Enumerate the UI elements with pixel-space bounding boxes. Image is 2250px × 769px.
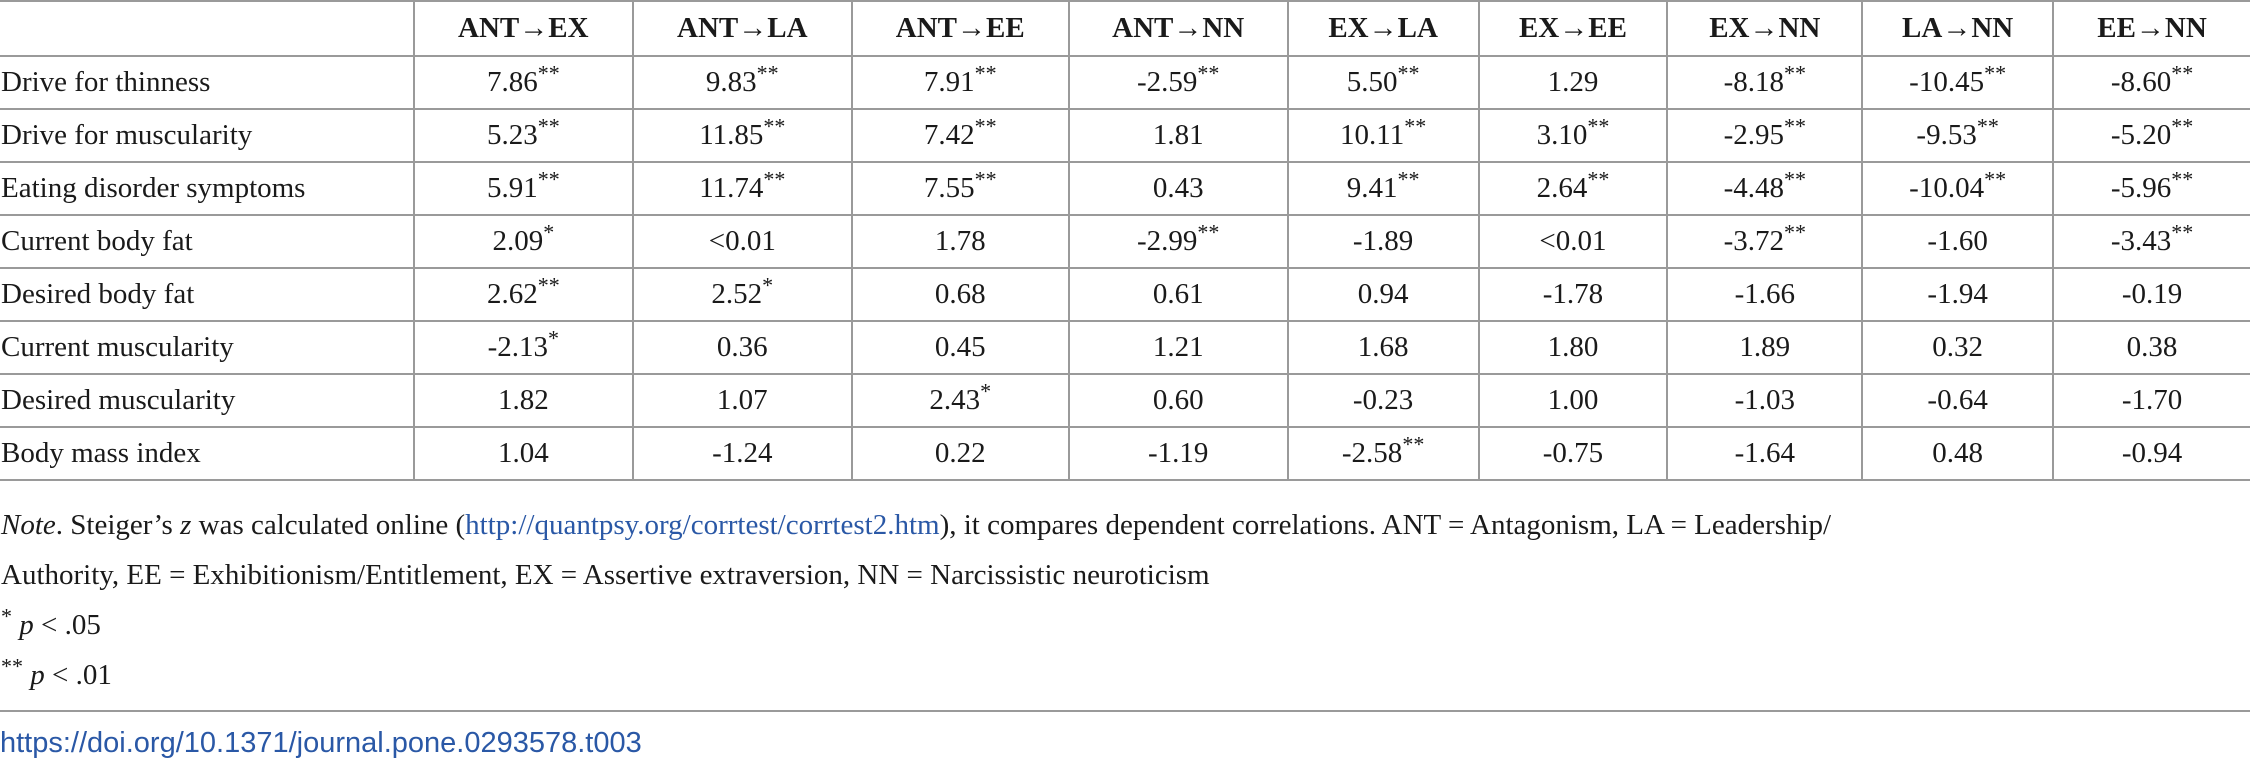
table-body	[0, 56, 2250, 480]
note-line-1	[1, 500, 2241, 550]
cell-value: -5.20	[2110, 119, 2172, 151]
table-cell	[2053, 109, 2250, 162]
table-header-row	[0, 1, 2250, 56]
cell-value: -2.13	[487, 331, 549, 363]
cell-value: -2.59	[1136, 66, 1198, 98]
table-cell: 0.45	[852, 321, 1069, 374]
significance-mark: **	[1197, 60, 1220, 86]
table-cell: 1.68	[1288, 321, 1479, 374]
significance-mark: *	[548, 325, 560, 351]
table-cell	[1862, 162, 2053, 215]
significance-mark: *	[1, 603, 12, 629]
cell-value: 11.74	[699, 172, 764, 204]
table-cell: 1.21	[1069, 321, 1288, 374]
table-cell	[1667, 162, 1862, 215]
table-row	[0, 162, 2250, 215]
significance-mark: *	[980, 378, 992, 404]
table-cell	[633, 109, 852, 162]
note-label: Note	[1, 509, 56, 541]
table-cell: -1.94	[1862, 268, 2053, 321]
table-cell	[1862, 56, 2053, 109]
note-text: ), it compares dependent correlations. ANT = Antagonism, LA = Leadership/	[939, 509, 1832, 541]
table-cell	[414, 162, 633, 215]
column-header: ANT→NN	[1069, 1, 1288, 56]
note-link[interactable]: http://quantpsy.org/corrtest/corrtest2.htm	[465, 509, 940, 541]
footer-divider	[0, 710, 2250, 712]
cell-value: -8.18	[1723, 66, 1784, 98]
cell-value: 5.23	[486, 119, 538, 151]
table-cell: 1.81	[1069, 109, 1288, 162]
significance-mark: *	[762, 272, 774, 298]
table-cell: -0.75	[1479, 427, 1668, 480]
cell-value: -2.99	[1136, 225, 1198, 257]
table-notes	[1, 500, 2241, 700]
significance-mark: **	[2171, 113, 2194, 139]
cell-value: -10.04	[1909, 172, 1985, 204]
table-cell: -1.78	[1479, 268, 1668, 321]
cell-value: 9.83	[705, 66, 757, 98]
column-header: LA→NN	[1862, 1, 2053, 56]
cell-value: -3.72	[1723, 225, 1784, 257]
table-cell: 1.04	[414, 427, 633, 480]
table-cell: -0.23	[1288, 374, 1479, 427]
row-label: Eating disorder symptoms	[0, 162, 414, 215]
column-header: ANT→LA	[633, 1, 852, 56]
table-cell: 1.00	[1479, 374, 1668, 427]
note-text: was calculated online (	[191, 509, 466, 541]
significance-mark: **	[756, 60, 779, 86]
significance-mark: **	[1784, 166, 1806, 192]
table-cell: -1.19	[1069, 427, 1288, 480]
table-cell: 1.78	[852, 215, 1069, 268]
table-cell	[1479, 109, 1668, 162]
table-cell: 0.48	[1862, 427, 2053, 480]
table-cell: -0.64	[1862, 374, 2053, 427]
table-cell	[1069, 56, 1288, 109]
table-cell	[852, 56, 1069, 109]
cell-value: 2.64	[1536, 172, 1588, 204]
cell-value: -8.60	[2110, 66, 2172, 98]
row-label: Body mass index	[0, 427, 414, 480]
table-row	[0, 109, 2250, 162]
column-header: EX→EE	[1479, 1, 1668, 56]
table-cell	[414, 109, 633, 162]
table-cell	[1667, 215, 1862, 268]
table-row	[0, 215, 2250, 268]
significance-mark: **	[763, 113, 786, 139]
significance-mark: **	[537, 60, 560, 86]
significance-mark: **	[2171, 166, 2194, 192]
doi-link[interactable]: https://doi.org/10.1371/journal.pone.0293578.t003	[0, 727, 642, 759]
table-cell	[414, 321, 633, 374]
table-cell: 0.22	[852, 427, 1069, 480]
cell-value: 10.11	[1340, 119, 1405, 151]
significance-threshold: < .05	[33, 609, 101, 641]
row-label: Desired body fat	[0, 268, 414, 321]
table-cell	[2053, 215, 2250, 268]
table-cell: -1.03	[1667, 374, 1862, 427]
table-row	[0, 321, 2250, 374]
table-cell	[414, 268, 633, 321]
p-symbol: p	[30, 659, 45, 691]
significance-mark: **	[1984, 60, 2007, 86]
table-cell	[1288, 427, 1479, 480]
table-cell: 1.89	[1667, 321, 1862, 374]
table-cell: 1.82	[414, 374, 633, 427]
cell-value: 5.91	[486, 172, 538, 204]
cell-value: 2.62	[486, 278, 538, 310]
table-cell	[1667, 109, 1862, 162]
table-cell: <0.01	[633, 215, 852, 268]
cell-value: 3.10	[1536, 119, 1588, 151]
column-header: ANT→EX	[414, 1, 633, 56]
table-cell	[852, 109, 1069, 162]
significance-mark: **	[1, 653, 23, 679]
significance-mark: **	[1784, 113, 1806, 139]
significance-note-05	[1, 600, 2241, 650]
table-cell: -0.94	[2053, 427, 2250, 480]
significance-mark: **	[974, 60, 997, 86]
significance-mark: **	[1402, 431, 1425, 457]
table-cell: 0.43	[1069, 162, 1288, 215]
cell-value: 11.85	[699, 119, 764, 151]
table-cell: 0.38	[2053, 321, 2250, 374]
table-cell	[633, 162, 852, 215]
row-label: Current body fat	[0, 215, 414, 268]
cell-value: 2.43	[929, 384, 981, 416]
table-row	[0, 268, 2250, 321]
significance-mark: **	[2171, 60, 2194, 86]
table-cell	[633, 56, 852, 109]
row-label: Drive for thinness	[0, 56, 414, 109]
table-cell	[1479, 162, 1668, 215]
cell-value: 2.09	[492, 225, 544, 257]
significance-mark: **	[1587, 166, 1610, 192]
table-cell: 1.29	[1479, 56, 1668, 109]
table-row	[0, 427, 2250, 480]
table-cell	[1288, 162, 1479, 215]
table-cell: 1.07	[633, 374, 852, 427]
table-cell	[2053, 162, 2250, 215]
table-cell: 0.32	[1862, 321, 2053, 374]
significance-mark: **	[1404, 113, 1427, 139]
significance-mark: **	[2171, 219, 2194, 245]
table-cell: 0.94	[1288, 268, 1479, 321]
table-cell: 0.61	[1069, 268, 1288, 321]
table-cell: 0.36	[633, 321, 852, 374]
column-header: EX→LA	[1288, 1, 1479, 56]
cell-value: 7.86	[486, 66, 538, 98]
table-cell	[1667, 56, 1862, 109]
significance-note-01	[1, 650, 2241, 700]
table-cell: -1.66	[1667, 268, 1862, 321]
cell-value: -10.45	[1909, 66, 1985, 98]
significance-mark: **	[1984, 166, 2007, 192]
significance-mark: *	[543, 219, 555, 245]
table-cell: -1.70	[2053, 374, 2250, 427]
cell-value: 7.55	[923, 172, 975, 204]
row-label: Desired muscularity	[0, 374, 414, 427]
table-cell	[852, 162, 1069, 215]
table-cell: -1.89	[1288, 215, 1479, 268]
cell-value: 7.91	[923, 66, 975, 98]
significance-mark: **	[537, 113, 560, 139]
significance-mark: **	[1397, 166, 1420, 192]
table-cell	[414, 56, 633, 109]
table-cell: 0.60	[1069, 374, 1288, 427]
p-symbol: p	[19, 609, 34, 641]
table-cell: -0.19	[2053, 268, 2250, 321]
table-cell: -1.60	[1862, 215, 2053, 268]
table-cell	[1862, 109, 2053, 162]
table-cell	[852, 374, 1069, 427]
column-header: EX→NN	[1667, 1, 1862, 56]
table-row	[0, 374, 2250, 427]
table-cell	[414, 215, 633, 268]
note-text: . Steiger’s	[55, 509, 181, 541]
cell-value: -3.43	[2110, 225, 2172, 257]
table-cell	[1288, 56, 1479, 109]
cell-value: -5.96	[2110, 172, 2172, 204]
note-line-2: Authority, EE = Exhibitionism/Entitlement, EX = Assertive extraversion, NN = Narcissistic neuroticism	[1, 559, 1210, 591]
significance-threshold: < .01	[44, 659, 112, 691]
cell-value: 5.50	[1346, 66, 1398, 98]
row-label: Current muscularity	[0, 321, 414, 374]
significance-mark: **	[537, 272, 560, 298]
significance-mark: **	[1784, 219, 1806, 245]
significance-mark: **	[1197, 219, 1220, 245]
table-cell	[633, 268, 852, 321]
table-row	[0, 56, 2250, 109]
table-cell	[1288, 109, 1479, 162]
significance-mark: **	[1976, 113, 1999, 139]
column-header: ANT→EE	[852, 1, 1069, 56]
table-cell	[1069, 215, 1288, 268]
header-corner-cell	[0, 1, 414, 56]
row-label: Drive for muscularity	[0, 109, 414, 162]
significance-mark: **	[1397, 60, 1420, 86]
cell-value: 7.42	[923, 119, 975, 151]
table-cell: -1.64	[1667, 427, 1862, 480]
table-cell: 1.80	[1479, 321, 1668, 374]
significance-mark: **	[537, 166, 560, 192]
cell-value: 9.41	[1346, 172, 1398, 204]
table-cell: 0.68	[852, 268, 1069, 321]
cell-value: 2.52	[711, 278, 763, 310]
note-z-symbol: z	[180, 509, 192, 541]
cell-value: -2.95	[1723, 119, 1784, 151]
significance-mark: **	[763, 166, 786, 192]
cell-value: -9.53	[1916, 119, 1977, 151]
significance-mark: **	[974, 113, 997, 139]
significance-mark: **	[974, 166, 997, 192]
column-header: EE→NN	[2053, 1, 2250, 56]
table-cell: -1.24	[633, 427, 852, 480]
significance-mark: **	[1784, 60, 1806, 86]
cell-value: -2.58	[1341, 437, 1403, 469]
table-cell: <0.01	[1479, 215, 1668, 268]
significance-mark: **	[1587, 113, 1610, 139]
cell-value: -4.48	[1723, 172, 1784, 204]
table-cell	[2053, 56, 2250, 109]
